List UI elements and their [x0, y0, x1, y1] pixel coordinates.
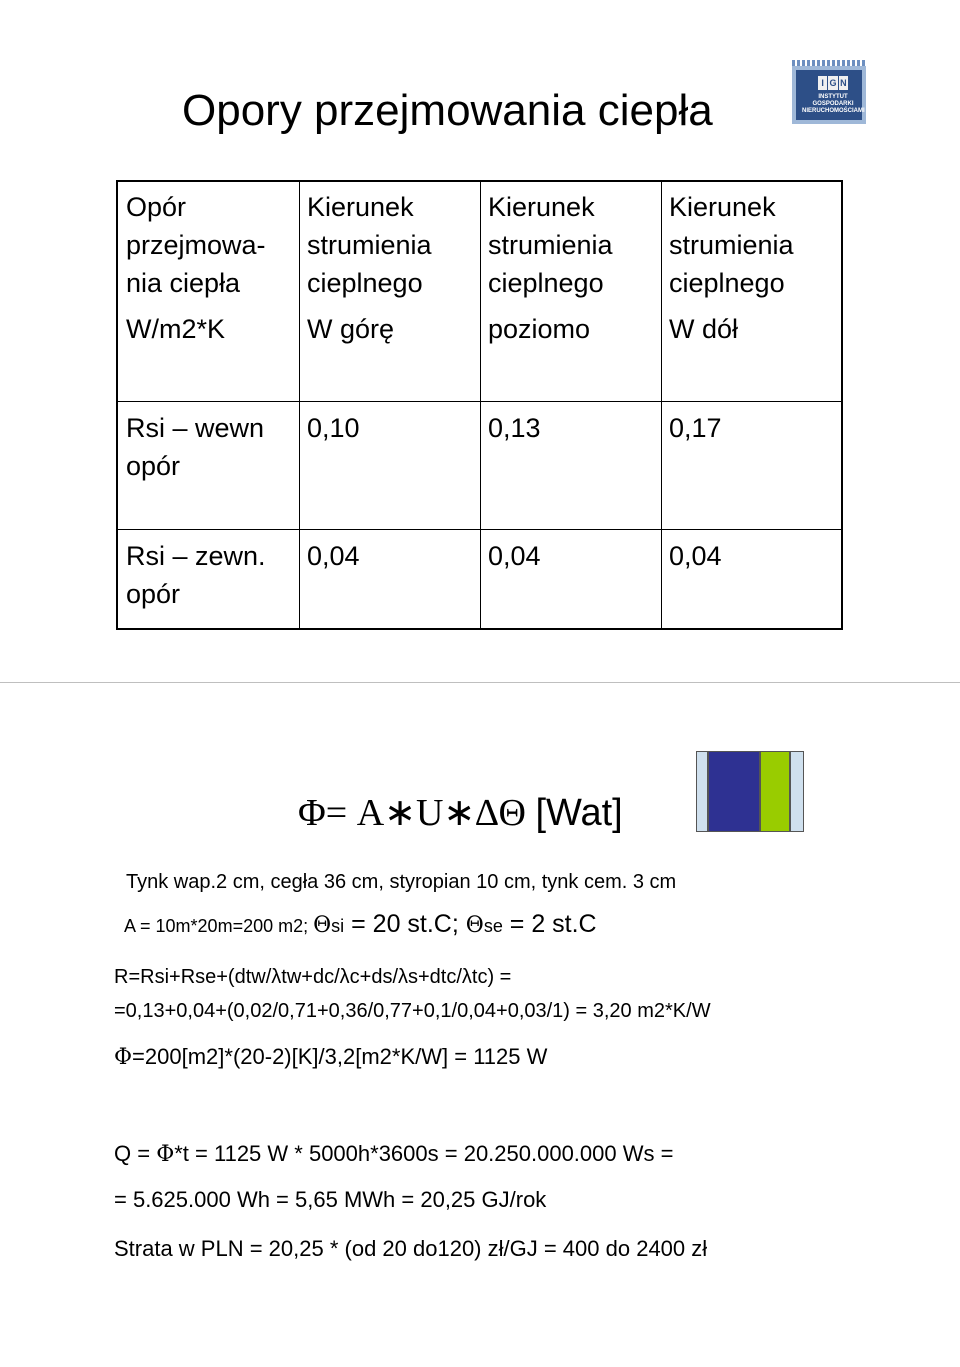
table-row-border [118, 401, 841, 402]
formula-expression: Φ= A∗U∗∆Θ [298, 792, 526, 834]
logo-badge [796, 70, 865, 120]
table-col-border [661, 182, 662, 628]
value-cell: 0,13 [488, 413, 541, 443]
header-cell-direction-down [669, 188, 794, 302]
row-label-line: opór [126, 451, 181, 481]
energy-result: = 5.625.000 Wh = 5,65 MWh = 20,25 GJ/rok [114, 1187, 547, 1212]
header-cell-resistance [126, 188, 266, 302]
logo-letter: G [829, 78, 837, 88]
energy-calculation [114, 1141, 673, 1167]
value-cell: 0,17 [669, 413, 722, 443]
header-cell-direction-up [307, 188, 432, 302]
heat-flow-formula [298, 790, 623, 835]
header-line: cieplnego [488, 268, 604, 298]
header-line: przejmowa- [126, 230, 266, 260]
table-col-border [299, 182, 300, 628]
materials-line: Tynk wap.2 cm, cegła 36 cm, styropian 10 cm, tynk cem. 3 cm [126, 871, 677, 893]
formula-unit: [Wat] [535, 792, 623, 834]
cost-line: Strata w PLN = 20,25 * (od 20 do120) zł/GJ = 400 do 2400 zł [114, 1236, 708, 1261]
units-cell: poziomo [488, 314, 591, 344]
parameters-line [124, 910, 597, 939]
phi-symbol: Φ [114, 1045, 133, 1070]
logo-decoration [792, 60, 866, 66]
logo-letters [818, 76, 848, 90]
page-divider [0, 682, 960, 683]
wall-layer-cement [790, 751, 804, 832]
q-prefix: Q = [114, 1141, 157, 1166]
wall-layer-brick [708, 751, 760, 832]
header-line: Kierunek [669, 192, 776, 222]
wall-layer-styrofoam [760, 751, 790, 832]
theta-symbol: Θ [465, 913, 484, 938]
header-line: strumienia [669, 230, 794, 260]
ign-logo [792, 66, 866, 124]
theta-value: = 20 st.C; [344, 910, 466, 938]
table-col-border [480, 182, 481, 628]
theta-value: = 2 st.C [502, 910, 597, 938]
table-row-border [118, 529, 841, 530]
logo-letter: I [818, 76, 827, 90]
header-line: Opór [126, 192, 187, 222]
heat-flow-calculation [114, 1044, 547, 1070]
resistance-calculation: =0,13+0,04+(0,02/0,71+0,36/0,77+0,1/0,04+0,03/1) = 3,20 m2*K/W [114, 1000, 711, 1022]
row-label-line: opór [126, 579, 181, 609]
q-calc-text: *t = 1125 W * 5000h*3600s = 20.250.000.000 Ws = [174, 1141, 674, 1166]
row-label-inner [126, 409, 264, 485]
header-line: cieplnego [307, 268, 423, 298]
units-cell: W górę [307, 314, 395, 344]
wall-layer-plaster [696, 751, 708, 832]
phi-symbol: Φ [156, 1142, 175, 1167]
header-line: strumienia [307, 230, 432, 260]
header-line: Kierunek [488, 192, 595, 222]
value-cell: 0,04 [669, 541, 722, 571]
page-title: Opory przejmowania ciepła [182, 86, 713, 135]
theta-subscript: si [331, 916, 345, 936]
resistance-table [116, 180, 843, 630]
row-label-line: Rsi – wewn [126, 413, 265, 443]
units-cell: W/m2*K [126, 314, 226, 344]
theta-subscript: se [483, 916, 503, 936]
header-line: nia ciepła [126, 268, 241, 298]
logo-letter: N [840, 78, 847, 88]
logo-text: INSTYTUT GOSPODARKI NIERUCHOMOŚCIAMI [802, 94, 865, 114]
row-label-line: Rsi – zewn. [126, 541, 266, 571]
theta-symbol: Θ [313, 913, 332, 938]
units-cell: W dół [669, 314, 739, 344]
header-line: cieplnego [669, 268, 785, 298]
header-cell-direction-horizontal [488, 188, 613, 302]
value-cell: 0,04 [488, 541, 541, 571]
phi-calc-text: =200[m2]*(20-2)[K]/3,2[m2*K/W] = 1125 W [132, 1044, 548, 1069]
resistance-formula: R=Rsi+Rse+(dtw/λtw+dc/λc+ds/λs+dtc/λtc) = [114, 966, 512, 988]
area-text: A = 10m*20m=200 m2; [124, 916, 314, 936]
header-line: Kierunek [307, 192, 414, 222]
row-label-outer [126, 537, 266, 613]
wall-layers-diagram [696, 751, 804, 832]
header-line: strumienia [488, 230, 613, 260]
value-cell: 0,10 [307, 413, 360, 443]
value-cell: 0,04 [307, 541, 360, 571]
